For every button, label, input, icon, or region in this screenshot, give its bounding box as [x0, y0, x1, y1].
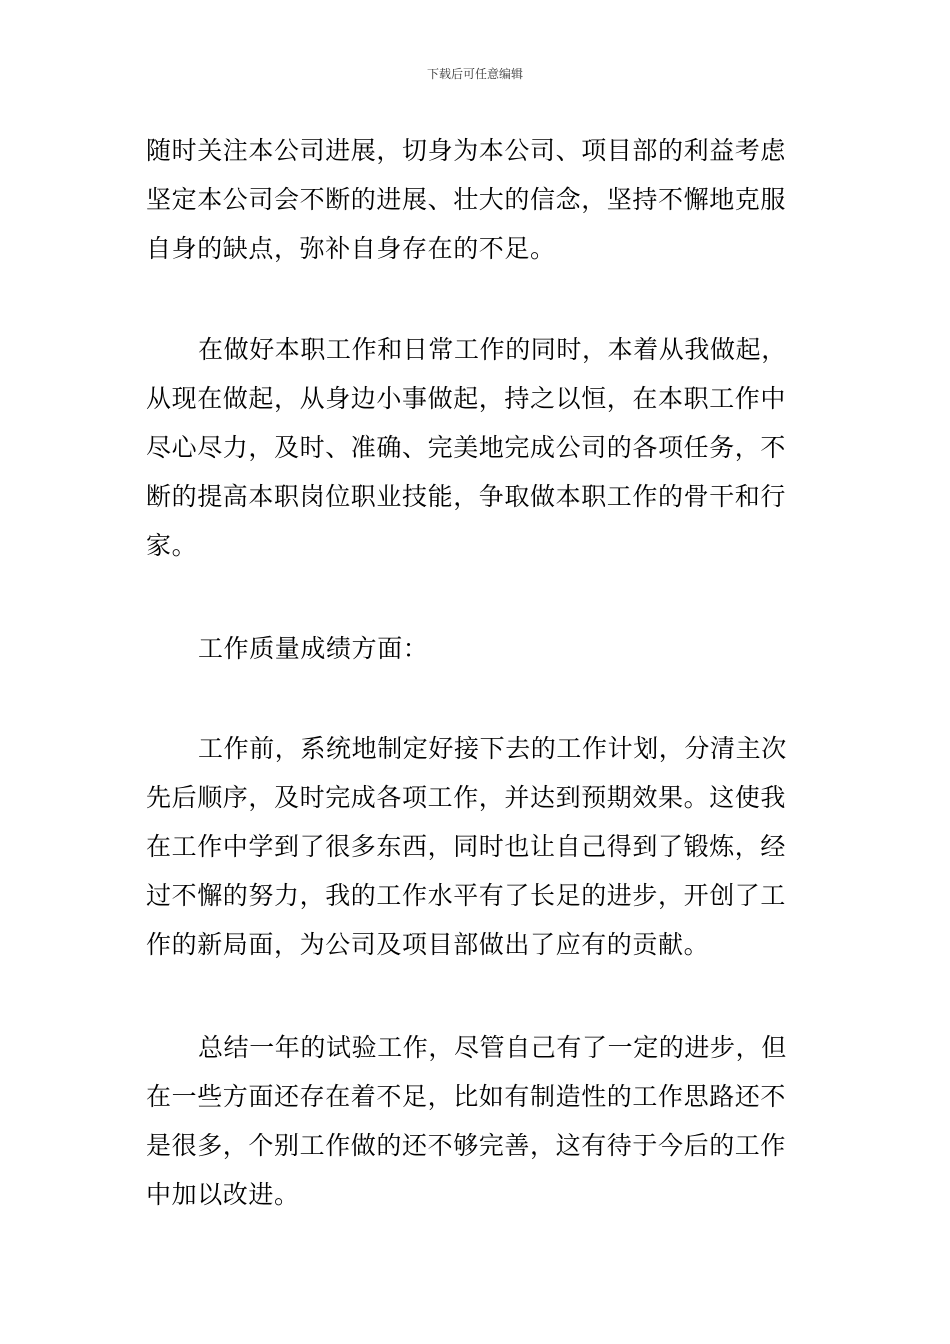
paragraph-4: 总结一年的试验工作，尽管自己有了一定的进步，但在一些方面还存在着不足，比如有制造性的工作思路还不是很多，个别工作做的还不够完善，这有待于今后的工作中加以改进。 — [146, 1033, 787, 1209]
page-header: 下载后可任意编辑 — [426, 67, 523, 81]
paragraph-3: 工作前，系统地制定好接下去的工作计划，分清主次先后顺序，及时完成各项工作，并达到预期效果。这使我在工作中学到了很多东西，同时也让自己得到了锻炼，经过不懈的努力，我的工作水平有了长足的进步，开创了工作的新局面，为公司及项目部做出了应有的贡献。 — [146, 734, 787, 959]
paragraph-1: 随时关注本公司进展，切身为本公司、项目部的利益考虑坚定本公司会不断的进展、壮大的信念，坚持不懈地克服自身的缺点，弥补自身存在的不足。 — [146, 136, 787, 263]
paragraph-2: 在做好本职工作和日常工作的同时，本着从我做起，从现在做起，从身边小事做起，持之以恒，在本职工作中尽心尽力，及时、准确、完美地完成公司的各项任务，不断的提高本职岗位职业技能，争取做本职工作的骨干和行家。 — [146, 335, 787, 560]
section-heading: 工作质量成绩方面： — [198, 634, 429, 663]
